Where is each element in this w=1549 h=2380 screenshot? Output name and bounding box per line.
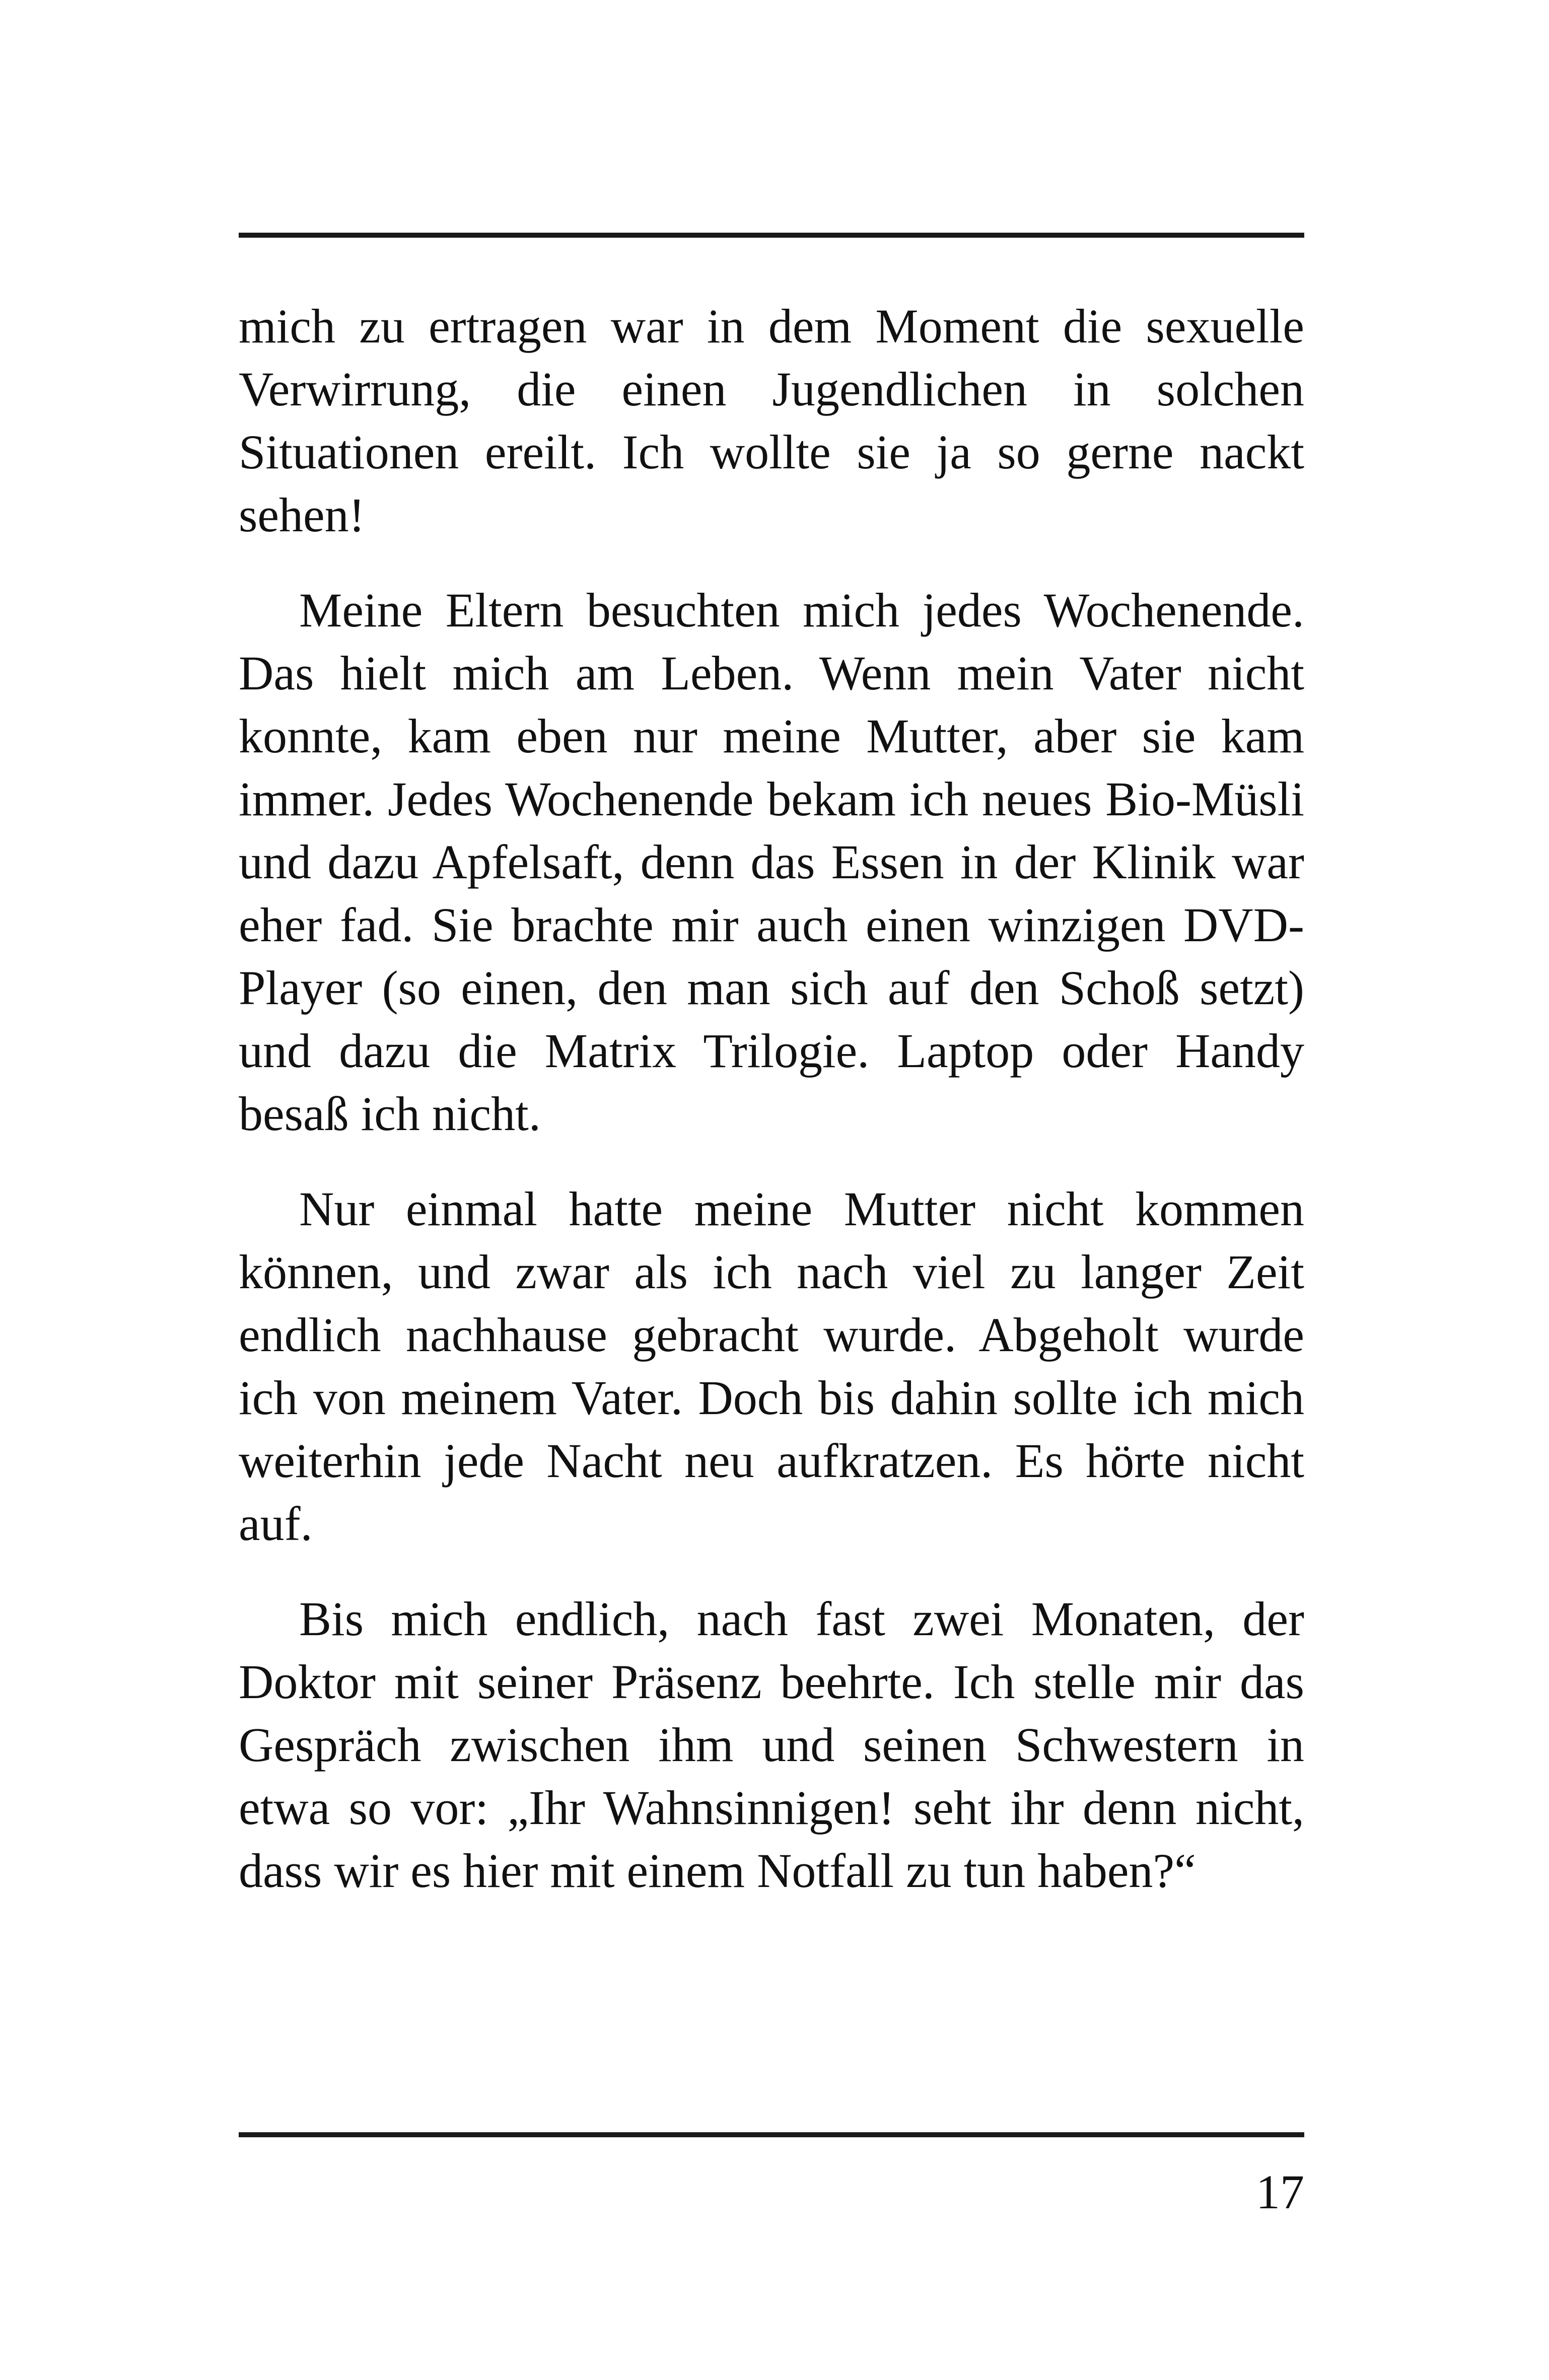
paragraph-mother-absent: Nur einmal hatte meine Mutter nicht kommen können, und zwar als ich nach viel zu langer Zeit endlich nachhause gebracht wurde. Abgeholt wurde ich von meinem Vater. Doch bis dahin sollte ich mich weiterhin jede Nacht neu aufkratzen. Es hörte nicht auf. [239,1182,1304,1551]
footer-rule [239,2132,1304,2137]
paragraph-doctor: Bis mich endlich, nach fast zwei Monaten, der Doktor mit seiner Präsenz beehrte. Ich stelle mir das Gespräch zwischen ihm und seinen Schwestern in etwa so vor: „Ihr Wahnsinnigen! seht ihr denn nicht, dass wir es hier mit einem Notfall zu tun haben?“ [239,1592,1304,1898]
page-number: 17 [1256,2165,1304,2219]
paragraph-parents-visits: Meine Eltern besuchten mich jedes Wochenende. Das hielt mich am Leben. Wenn mein Vater nicht konnte, kam eben nur meine Mutter, aber sie kam immer. Jedes Wochenende bekam ich neues Bio-Müsli und dazu Apfelsaft, denn das Essen in der Klinik war eher fad. Sie brachte mir auch einen winzigen DVD-Player (so einen, den man sich auf den Schoß setzt) und dazu die Matrix Trilogie. Laptop oder Handy besaß ich nicht. [239,583,1304,1141]
header-rule [239,233,1304,238]
body-text [239,295,1304,1934]
paragraph-continuation: mich zu ertragen war in dem Moment die sexuelle Verwirrung, die einen Jugendlichen in solchen Situationen ereilt. Ich wollte sie ja so gerne nackt sehen! [239,299,1304,542]
